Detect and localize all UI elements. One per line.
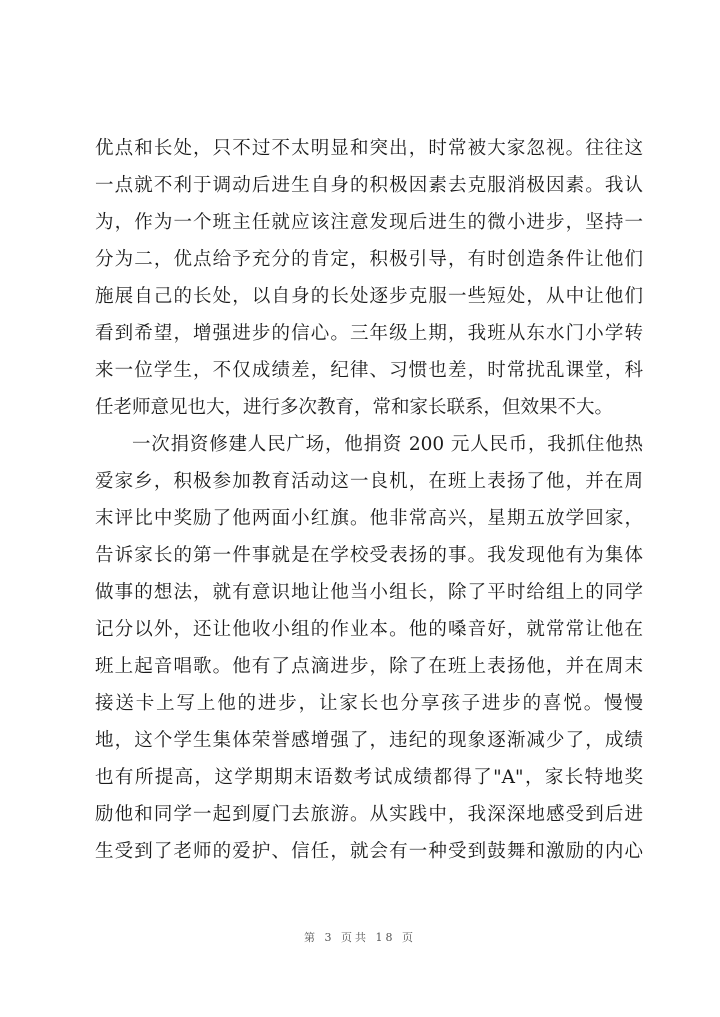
- text-line: 励他和同学一起到厦门去旅游。从实践中，我深深地感受到后进: [95, 804, 643, 825]
- text-line: 分为二，优点给予充分的肯定，积极引导，有时创造条件让他们: [95, 249, 643, 270]
- text-line: 一点就不利于调动后进生自身的积极因素去克服消极因素。我认: [95, 175, 643, 196]
- text-line: 也有所提高，这学期期末语数考试成绩都得了"A"，家长特地奖: [95, 767, 643, 788]
- text-line: 爱家乡，积极参加教育活动这一良机，在班上表扬了他，并在周: [95, 471, 643, 492]
- text-line: 告诉家长的第一件事就是在学校受表扬的事。我发现他有为集体: [95, 545, 643, 566]
- text-line: 地，这个学生集体荣誉感增强了，违纪的现象逐渐减少了，成绩: [95, 730, 643, 751]
- text-line: 记分以外，还让他收小组的作业本。他的嗓音好，就常常让他在: [95, 619, 643, 640]
- paragraph-1: [95, 130, 643, 426]
- text-line: 末评比中奖励了他两面小红旗。他非常高兴，星期五放学回家，: [95, 508, 643, 529]
- text-line: 任老师意见也大，进行多次教育，常和家长联系，但效果不大。: [95, 397, 614, 418]
- page-number-footer: 第 3 页共 18 页: [304, 931, 416, 944]
- text-line: 为，作为一个班主任就应该注意发现后进生的微小进步，坚持一: [95, 212, 643, 233]
- text-line: 做事的想法，就有意识地让他当小组长，除了平时给组上的同学: [95, 582, 643, 603]
- text-line: 来一位学生，不仅成绩差，纪律、习惯也差，时常扰乱课堂，科: [95, 360, 643, 381]
- text-line: 生受到了老师的爱护、信任，就会有一种受到鼓舞和激励的内心: [95, 841, 643, 862]
- text-line: 班上起音唱歌。他有了点滴进步，除了在班上表扬他，并在周末: [95, 656, 643, 677]
- text-line: 一次捐资修建人民广场，他捐资 200 元人民币，我抓住他热: [132, 434, 643, 455]
- text-line: 施展自己的长处，以自身的长处逐步克服一些短处，从中让他们: [95, 286, 643, 307]
- paragraph-2: [95, 426, 643, 870]
- text-line: 优点和长处，只不过不太明显和突出，时常被大家忽视。往往这: [95, 138, 643, 159]
- body-text: [95, 130, 643, 870]
- text-line: 接送卡上写上他的进步，让家长也分享孩子进步的喜悦。慢慢: [95, 693, 643, 714]
- text-line: 看到希望，增强进步的信心。三年级上期，我班从东水门小学转: [95, 323, 643, 344]
